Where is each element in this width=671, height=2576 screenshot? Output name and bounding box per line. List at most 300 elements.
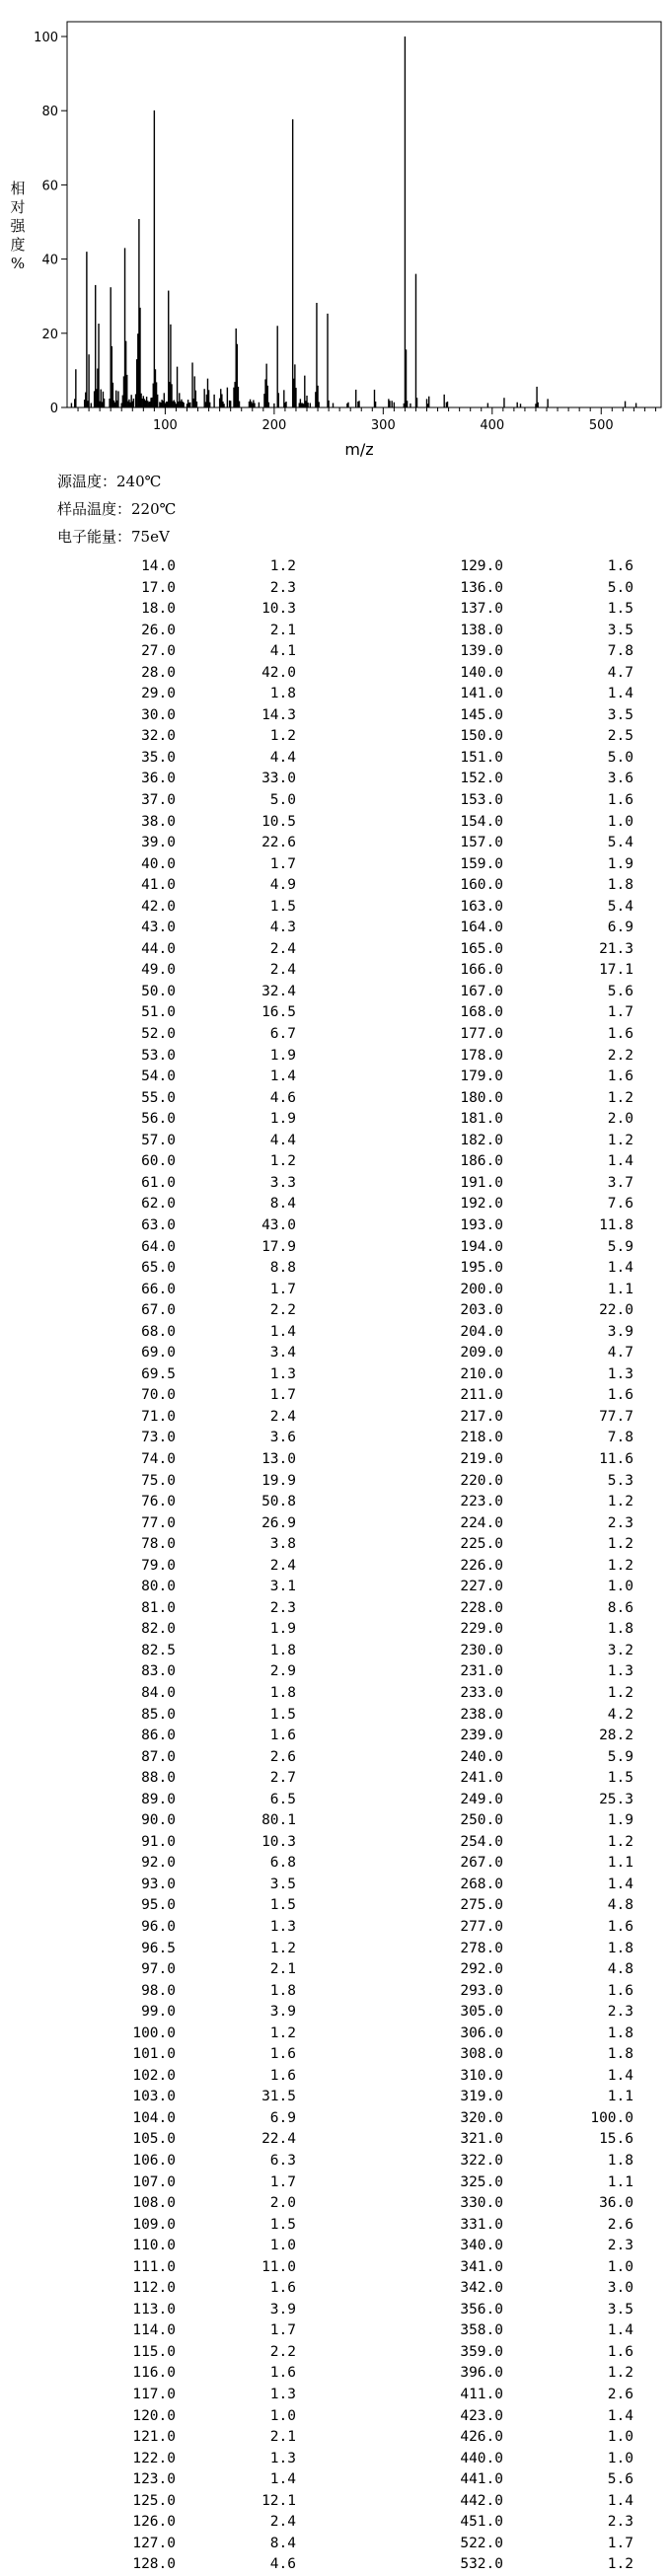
- mz-value: 223.0: [460, 1494, 503, 1510]
- table-row: [336, 939, 671, 961]
- abundance-value: 4.3: [269, 920, 296, 936]
- table-row: [336, 875, 671, 897]
- table-row: [336, 2129, 671, 2151]
- abundance-value: 2.2: [269, 2343, 296, 2360]
- table-row: [336, 705, 671, 727]
- mz-value: 123.0: [132, 2471, 176, 2488]
- table-row: [336, 578, 671, 600]
- abundance-value: 17.9: [261, 1238, 296, 1255]
- table-row: [336, 982, 671, 1003]
- table-row: [0, 833, 336, 854]
- table-row: [336, 1109, 671, 1131]
- abundance-value: 2.4: [269, 1557, 296, 1574]
- abundance-value: 1.2: [269, 558, 296, 574]
- abundance-value: 4.4: [269, 1132, 296, 1148]
- table-row: [336, 1513, 671, 1535]
- y-tick-label: 20: [41, 327, 58, 342]
- mz-value: 80.0: [141, 1579, 176, 1595]
- table-row: [0, 1598, 336, 1620]
- mz-value: 37.0: [141, 792, 176, 809]
- abundance-value: 1.0: [607, 2429, 634, 2446]
- table-row: [336, 1151, 671, 1173]
- table-row: [336, 1790, 671, 1811]
- mz-value: 121.0: [132, 2429, 176, 2446]
- table-row: [336, 1194, 671, 1215]
- abundance-value: 6.9: [607, 920, 634, 936]
- abundance-value: 12.1: [261, 2492, 296, 2509]
- mz-value: 96.0: [141, 1919, 176, 1935]
- table-row: [336, 1343, 671, 1364]
- table-row: [336, 918, 671, 939]
- table-row: [0, 621, 336, 642]
- mz-value: 101.0: [132, 2046, 176, 2063]
- mz-value: 71.0: [141, 1408, 176, 1425]
- mz-value: 233.0: [460, 1684, 503, 1701]
- mz-value: 65.0: [141, 1260, 176, 1277]
- abundance-value: 1.2: [607, 1557, 634, 1574]
- abundance-value: 1.7: [269, 2322, 296, 2339]
- mz-value: 138.0: [460, 622, 503, 638]
- mz-value: 57.0: [141, 1132, 176, 1148]
- abundance-value: 2.5: [607, 728, 634, 745]
- abundance-value: 15.6: [599, 2131, 634, 2148]
- mz-value: 137.0: [460, 601, 503, 618]
- table-row: [0, 2257, 336, 2279]
- abundance-value: 1.4: [607, 1153, 634, 1170]
- mz-value: 117.0: [132, 2387, 176, 2403]
- abundance-value: 2.4: [269, 940, 296, 957]
- mz-value: 217.0: [460, 1408, 503, 1425]
- abundance-value: 1.7: [269, 2173, 296, 2190]
- abundance-value: 8.4: [269, 2535, 296, 2551]
- abundance-value: 1.6: [269, 2280, 296, 2297]
- mz-value: 55.0: [141, 1089, 176, 1106]
- abundance-value: 2.4: [269, 962, 296, 979]
- table-row: [336, 1705, 671, 1727]
- table-row: [0, 1790, 336, 1811]
- table-row: [0, 875, 336, 897]
- abundance-value: 25.3: [599, 1791, 634, 1807]
- abundance-value: 1.5: [607, 1770, 634, 1787]
- abundance-value: 1.0: [607, 2450, 634, 2466]
- abundance-value: 4.4: [269, 749, 296, 766]
- table-row: [0, 578, 336, 600]
- mz-value: 88.0: [141, 1770, 176, 1787]
- table-row: [0, 2300, 336, 2321]
- table-row: [336, 769, 671, 790]
- table-row: [336, 1385, 671, 1407]
- table-row: [336, 1598, 671, 1620]
- mz-value: 73.0: [141, 1430, 176, 1446]
- abundance-value: 3.9: [269, 2301, 296, 2318]
- table-row: [336, 1577, 671, 1598]
- abundance-value: 14.3: [261, 706, 296, 723]
- abundance-value: 1.6: [269, 2365, 296, 2382]
- table-row: [336, 1364, 671, 1386]
- abundance-value: 3.9: [607, 1323, 634, 1340]
- abundance-value: 1.6: [607, 1387, 634, 1404]
- abundance-value: 43.0: [261, 1216, 296, 1233]
- mz-value: 359.0: [460, 2343, 503, 2360]
- table-row: [0, 2385, 336, 2406]
- abundance-value: 1.2: [607, 1833, 634, 1850]
- abundance-value: 1.0: [607, 813, 634, 830]
- abundance-value: 3.5: [607, 706, 634, 723]
- abundance-value: 1.3: [269, 2387, 296, 2403]
- abundance-value: 2.3: [607, 2004, 634, 2021]
- mz-value: 78.0: [141, 1536, 176, 1553]
- mz-value: 305.0: [460, 2004, 503, 2021]
- y-tick-label: 100: [34, 31, 58, 45]
- mz-value: 224.0: [460, 1514, 503, 1531]
- abundance-value: 1.2: [269, 1153, 296, 1170]
- mz-value: 43.0: [141, 920, 176, 936]
- sample-temperature: 样品温度：220℃: [57, 500, 177, 518]
- abundance-value: 11.0: [261, 2258, 296, 2275]
- table-row: [336, 2066, 671, 2088]
- table-row: [0, 1194, 336, 1215]
- table-row: [336, 2449, 671, 2470]
- table-row: [0, 2087, 336, 2108]
- mz-value: 112.0: [132, 2280, 176, 2297]
- table-row: [0, 2469, 336, 2491]
- abundance-value: 1.2: [269, 728, 296, 745]
- abundance-value: 1.2: [607, 2365, 634, 2382]
- abundance-value: 2.2: [607, 1047, 634, 1064]
- abundance-value: 1.8: [269, 1684, 296, 1701]
- table-row: [0, 2554, 336, 2576]
- abundance-value: 10.3: [261, 1833, 296, 1850]
- abundance-value: 1.7: [269, 1281, 296, 1297]
- table-row: [0, 769, 336, 790]
- mz-value: 18.0: [141, 601, 176, 618]
- table-row: [336, 2278, 671, 2300]
- abundance-value: 1.0: [607, 2258, 634, 2275]
- table-row: [336, 1556, 671, 1578]
- abundance-value: 1.6: [607, 1068, 634, 1085]
- abundance-value: 2.9: [269, 1663, 296, 1680]
- table-row: [0, 1428, 336, 1449]
- abundance-value: 50.8: [261, 1494, 296, 1510]
- mz-value: 91.0: [141, 1833, 176, 1850]
- mz-value: 330.0: [460, 2195, 503, 2212]
- abundance-value: 5.9: [607, 1748, 634, 1765]
- abundance-value: 1.6: [269, 2067, 296, 2084]
- mz-value: 93.0: [141, 1876, 176, 1892]
- mz-value: 194.0: [460, 1238, 503, 1255]
- table-row: [0, 1810, 336, 1832]
- mz-value: 84.0: [141, 1684, 176, 1701]
- table-row: [0, 2491, 336, 2513]
- table-row: [336, 2002, 671, 2024]
- table-row: [0, 854, 336, 876]
- table-row: [0, 2193, 336, 2215]
- abundance-value: 21.3: [599, 940, 634, 957]
- mz-value: 150.0: [460, 728, 503, 745]
- abundance-value: 1.9: [607, 1812, 634, 1829]
- table-row: [336, 2427, 671, 2449]
- abundance-value: 2.3: [269, 1599, 296, 1616]
- x-tick-label: 200: [261, 418, 287, 433]
- abundance-value: 1.8: [607, 2024, 634, 2041]
- table-row: [0, 2406, 336, 2428]
- mz-value: 38.0: [141, 813, 176, 830]
- mz-value: 53.0: [141, 1047, 176, 1064]
- table-row: [0, 2172, 336, 2194]
- abundance-value: 11.8: [599, 1216, 634, 1233]
- mz-value: 308.0: [460, 2046, 503, 2063]
- table-row: [0, 2024, 336, 2045]
- mz-value: 320.0: [460, 2109, 503, 2126]
- abundance-value: 1.7: [269, 855, 296, 872]
- abundance-value: 6.5: [269, 1791, 296, 1807]
- table-row: [0, 2108, 336, 2130]
- table-row: [336, 726, 671, 748]
- table-row: [0, 2363, 336, 2385]
- mz-value: 87.0: [141, 1748, 176, 1765]
- mz-value: 111.0: [132, 2258, 176, 2275]
- mz-value: 229.0: [460, 1621, 503, 1638]
- abundance-value: 4.2: [607, 1706, 634, 1723]
- abundance-value: 1.5: [269, 2216, 296, 2233]
- abundance-value: 11.6: [599, 1450, 634, 1467]
- mz-value: 36.0: [141, 771, 176, 787]
- abundance-value: 6.7: [269, 1026, 296, 1043]
- table-row: [0, 1471, 336, 1493]
- table-row: [336, 2363, 671, 2385]
- abundance-value: 4.8: [607, 1961, 634, 1978]
- table-row: [336, 854, 671, 876]
- abundance-value: 1.2: [269, 1940, 296, 1956]
- table-row: [336, 1832, 671, 1854]
- abundance-value: 5.0: [607, 579, 634, 596]
- table-row: [0, 960, 336, 982]
- table-row: [0, 2236, 336, 2257]
- x-tick-label: 400: [480, 418, 505, 433]
- abundance-value: 1.5: [269, 898, 296, 915]
- abundance-value: 2.3: [607, 2514, 634, 2531]
- abundance-value: 1.6: [607, 792, 634, 809]
- mz-value: 268.0: [460, 1876, 503, 1892]
- table-row: [336, 1917, 671, 1939]
- table-row: [0, 726, 336, 748]
- table-row: [0, 1258, 336, 1280]
- mz-value: 99.0: [141, 2004, 176, 2021]
- abundance-value: 7.8: [607, 643, 634, 660]
- table-row: [336, 812, 671, 834]
- abundance-value: 1.4: [269, 1323, 296, 1340]
- table-row: [336, 2342, 671, 2364]
- mz-value: 182.0: [460, 1132, 503, 1148]
- mz-value: 64.0: [141, 1238, 176, 1255]
- table-row: [0, 2002, 336, 2024]
- abundance-value: 1.4: [607, 2067, 634, 2084]
- mz-value: 192.0: [460, 1196, 503, 1213]
- table-row: [336, 790, 671, 812]
- table-row: [0, 1577, 336, 1598]
- table-row: [336, 1661, 671, 1683]
- mz-value: 67.0: [141, 1302, 176, 1319]
- abundance-value: 2.3: [607, 2238, 634, 2254]
- table-row: [336, 2491, 671, 2513]
- abundance-value: 8.4: [269, 1196, 296, 1213]
- table-row: [0, 2129, 336, 2151]
- abundance-value: 1.8: [607, 1621, 634, 1638]
- mz-value: 154.0: [460, 813, 503, 830]
- abundance-value: 8.6: [607, 1599, 634, 1616]
- abundance-value: 4.9: [269, 877, 296, 894]
- abundance-value: 1.0: [269, 2407, 296, 2424]
- abundance-value: 36.0: [599, 2195, 634, 2212]
- abundance-value: 3.2: [607, 1642, 634, 1658]
- table-row: [0, 1641, 336, 1662]
- mz-value: 310.0: [460, 2067, 503, 2084]
- mz-value: 114.0: [132, 2322, 176, 2339]
- table-row: [0, 1832, 336, 1854]
- y-tick-label: 0: [49, 402, 58, 416]
- mz-value: 423.0: [460, 2407, 503, 2424]
- abundance-value: 6.3: [269, 2153, 296, 2170]
- mz-value: 440.0: [460, 2450, 503, 2466]
- abundance-value: 1.8: [607, 877, 634, 894]
- table-row: [336, 2257, 671, 2279]
- abundance-value: 1.7: [607, 1004, 634, 1021]
- mz-value: 166.0: [460, 962, 503, 979]
- table-row: [0, 2278, 336, 2300]
- abundance-value: 3.6: [269, 1430, 296, 1446]
- table-row: [0, 1939, 336, 1960]
- table-row: [0, 1619, 336, 1641]
- mz-value: 321.0: [460, 2131, 503, 2148]
- abundance-value: 2.1: [269, 2429, 296, 2446]
- abundance-value: 2.0: [269, 2195, 296, 2212]
- table-row: [336, 599, 671, 621]
- mz-value: 63.0: [141, 1216, 176, 1233]
- mz-value: 358.0: [460, 2322, 503, 2339]
- table-row: [0, 982, 336, 1003]
- table-row: [336, 2300, 671, 2321]
- abundance-value: 26.9: [261, 1514, 296, 1531]
- abundance-value: 17.1: [599, 962, 634, 979]
- mz-value: 68.0: [141, 1323, 176, 1340]
- table-row: [336, 748, 671, 770]
- abundance-value: 1.6: [269, 1728, 296, 1744]
- table-row: [0, 1513, 336, 1535]
- abundance-value: 2.3: [269, 579, 296, 596]
- table-row: [336, 897, 671, 919]
- abundance-value: 1.3: [269, 1365, 296, 1382]
- abundance-value: 6.9: [269, 2109, 296, 2126]
- abundance-value: 1.8: [269, 686, 296, 702]
- abundance-value: 2.6: [607, 2387, 634, 2403]
- mz-value: 125.0: [132, 2492, 176, 2509]
- mz-value: 426.0: [460, 2429, 503, 2446]
- mz-value: 116.0: [132, 2365, 176, 2382]
- mz-value: 92.0: [141, 1855, 176, 1872]
- table-row: [336, 1280, 671, 1301]
- table-row: [0, 684, 336, 705]
- abundance-value: 4.6: [269, 2556, 296, 2573]
- mz-value: 203.0: [460, 1302, 503, 1319]
- mz-value: 69.5: [141, 1365, 176, 1382]
- table-row: [336, 1131, 671, 1152]
- mz-value: 51.0: [141, 1004, 176, 1021]
- table-row: [0, 1002, 336, 1024]
- abundance-value: 1.2: [607, 1494, 634, 1510]
- abundance-value: 1.5: [269, 1706, 296, 1723]
- plot-frame: [67, 22, 661, 407]
- table-row: [336, 1173, 671, 1195]
- abundance-value: 1.6: [607, 1026, 634, 1043]
- abundance-value: 2.2: [269, 1302, 296, 1319]
- abundance-value: 1.2: [607, 1684, 634, 1701]
- mz-value: 160.0: [460, 877, 503, 894]
- abundance-value: 1.1: [607, 2089, 634, 2105]
- table-row: [336, 1641, 671, 1662]
- table-row: [336, 2024, 671, 2045]
- table-row: [0, 1067, 336, 1088]
- table-row: [0, 1343, 336, 1364]
- abundance-value: 1.1: [607, 1855, 634, 1872]
- abundance-value: 1.4: [607, 2322, 634, 2339]
- mz-value: 115.0: [132, 2343, 176, 2360]
- y-tick-label: 60: [41, 179, 58, 194]
- mz-value: 26.0: [141, 622, 176, 638]
- conditions-block: [57, 468, 176, 551]
- mz-value: 102.0: [132, 2067, 176, 2084]
- mz-value: 69.0: [141, 1345, 176, 1362]
- abundance-value: 1.6: [607, 2343, 634, 2360]
- table-row: [0, 1726, 336, 1747]
- peak-table-right: [336, 556, 671, 2576]
- abundance-value: 1.9: [607, 855, 634, 872]
- mz-value: 113.0: [132, 2301, 176, 2318]
- table-row: [0, 1917, 336, 1939]
- abundance-value: 2.7: [269, 1770, 296, 1787]
- table-row: [0, 1492, 336, 1513]
- mz-value: 239.0: [460, 1728, 503, 1744]
- table-row: [336, 1939, 671, 1960]
- mz-value: 178.0: [460, 1047, 503, 1064]
- abundance-value: 2.0: [607, 1111, 634, 1128]
- table-row: [336, 1853, 671, 1875]
- table-row: [0, 748, 336, 770]
- mz-value: 342.0: [460, 2280, 503, 2297]
- table-row: [336, 2087, 671, 2108]
- mz-value: 89.0: [141, 1791, 176, 1807]
- table-row: [336, 621, 671, 642]
- mz-value: 325.0: [460, 2173, 503, 2190]
- mz-value: 211.0: [460, 1387, 503, 1404]
- abundance-value: 2.3: [607, 1514, 634, 1531]
- abundance-value: 4.7: [607, 664, 634, 681]
- table-row: [0, 1300, 336, 1322]
- mz-value: 340.0: [460, 2238, 503, 2254]
- mz-value: 129.0: [460, 558, 503, 574]
- mz-value: 164.0: [460, 920, 503, 936]
- table-row: [336, 684, 671, 705]
- table-row: [336, 2108, 671, 2130]
- mz-value: 49.0: [141, 962, 176, 979]
- mz-value: 139.0: [460, 643, 503, 660]
- abundance-value: 1.4: [607, 2407, 634, 2424]
- table-row: [336, 1237, 671, 1259]
- table-row: [0, 599, 336, 621]
- table-row: [0, 1385, 336, 1407]
- table-row: [0, 1768, 336, 1790]
- mz-value: 107.0: [132, 2173, 176, 2190]
- abundance-value: 1.3: [607, 1365, 634, 1382]
